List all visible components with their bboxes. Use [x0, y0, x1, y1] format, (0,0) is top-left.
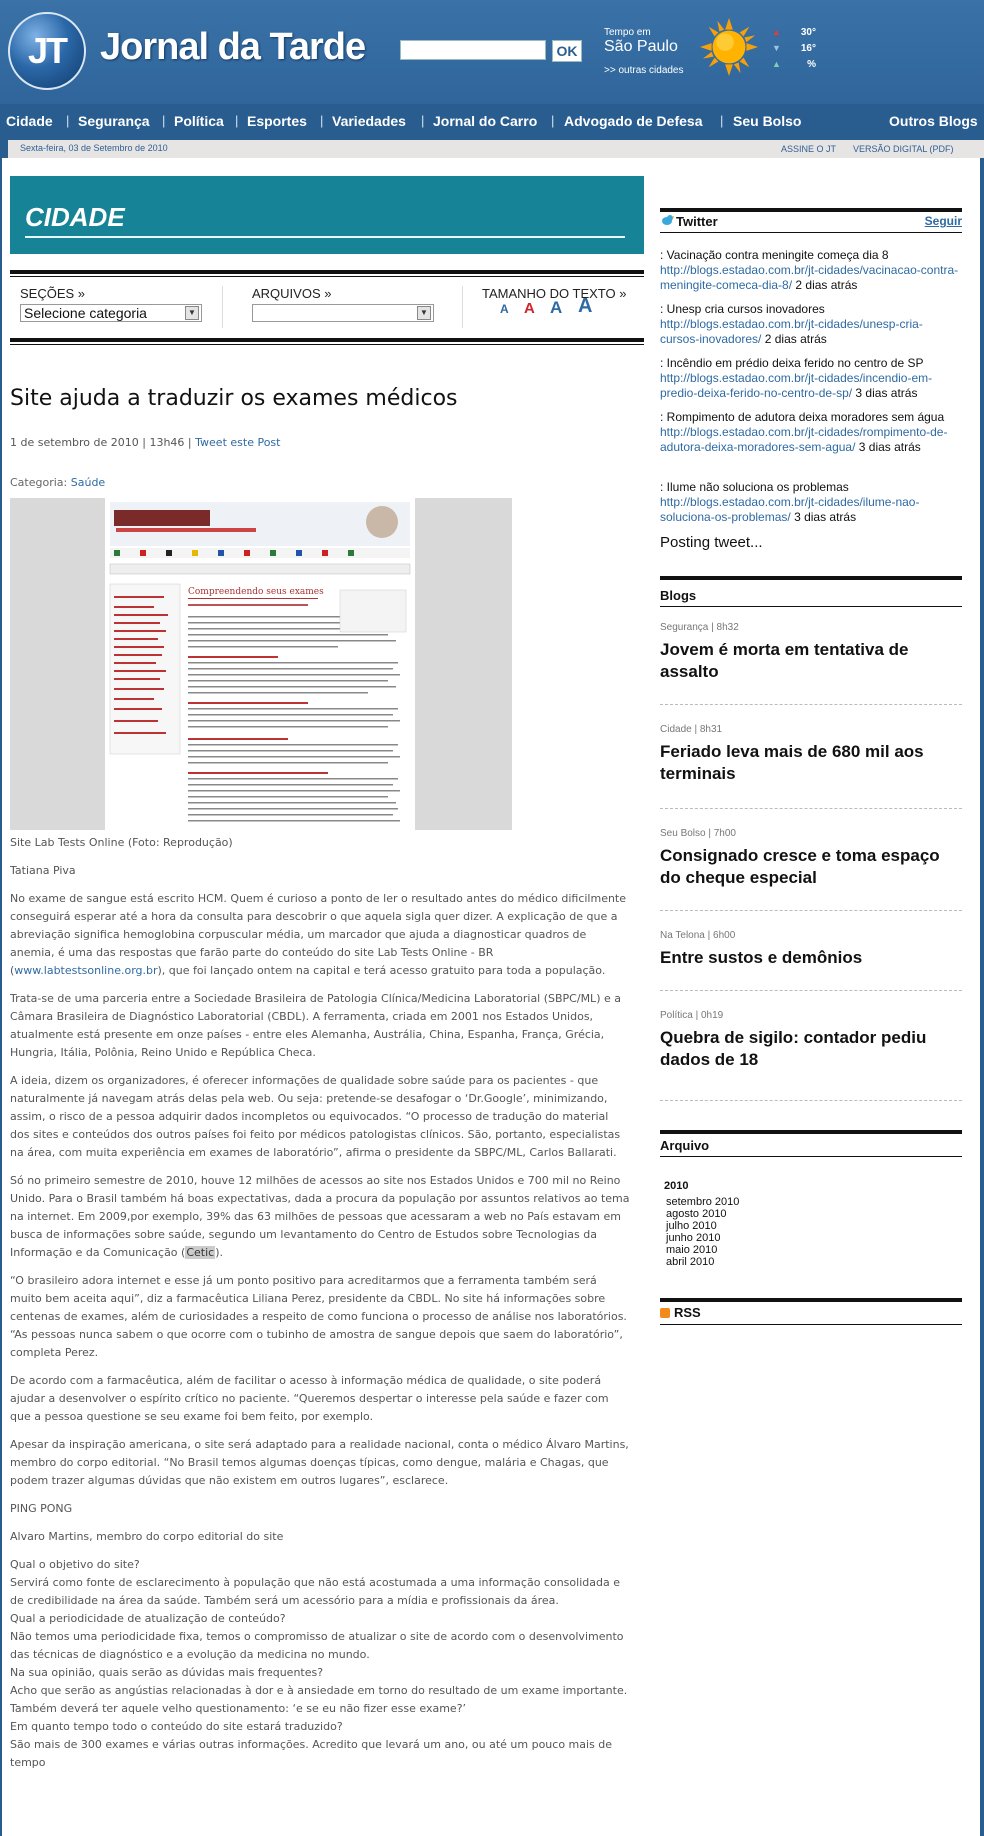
- svg-text:Compreendendo seus exames: Compreendendo seus exames: [188, 587, 324, 597]
- section-title: CIDADE: [25, 202, 125, 232]
- article-image: [10, 498, 512, 830]
- banner-divider: [25, 236, 625, 238]
- divider: [660, 910, 962, 911]
- image-caption: Site Lab Tests Online (Foto: Reprodução): [10, 836, 233, 849]
- arquivo-title: Arquivo: [660, 1138, 710, 1153]
- tweet-link[interactable]: http://blogs.estadao.com.br/jt-cidades/incendio-em-predio-deixa-ferido-no-centro-de-sp/: [660, 371, 933, 400]
- divider: [660, 576, 962, 580]
- paragraph: No exame de sangue está escrito HCM. Quem é curioso a ponto de ler o resultado antes do médico dificilmente conseguirá esperar até a hora da consulta para descobrir o que aquela sigla quer dizer. A explicação de que a abreviação significa hemoglobina corpuscular média, um marcador que ajuda a diagnosticar quadros de anemia, é uma das respostas que farão parte do conteúdo do site Lab Tests Online - BR (www.labtestsonline.org.br), que foi lançado ontem na capital e terá acesso gratuito para toda a população.: [10, 892, 627, 977]
- paragraph: “O brasileiro adora internet e esse já um ponto positivo para acreditarmos que a ferramenta também será muito bem aceita aqui”, diz a farmacêutica Liliana Perez, presidente da CBDL. No site há informações sobre centenas de exames, além de curiosidades a respeito de como funciona o processo de análise nos laboratórios. “As pessoas nunca sabem o que ocorre com o tubinho de amostra de sangue depois que saem do laboratório”, completa Perez.: [10, 1274, 627, 1359]
- ping-pong-heading: PING PONG: [10, 1502, 73, 1515]
- answer: Servirá como fonte de esclarecimento à população que não está acostumada a uma informação consolidada e de credibilidade na área da saúde. Também será um acessório para a mídia e profissionais da área.: [10, 1576, 620, 1607]
- question: Em quanto tempo todo o conteúdo do site estará traduzido?: [10, 1720, 343, 1733]
- paragraph: De acordo com a farmacêutica, além de facilitar o acesso à informação médica de qualidade, o site poderá ajudar a desenvolver o espírito crítico no paciente. “Queremos despertar o interesse pela saúde e fazer com que a pessoa questione se seu exame foi bem feito, por exemplo.: [10, 1374, 609, 1423]
- blog-meta: Cidade | 8h31: [660, 724, 723, 735]
- arquivos-label: ARQUIVOS »: [252, 286, 332, 301]
- question: Qual o objetivo do site?: [10, 1558, 140, 1571]
- paragraph: A ideia, dizem os organizadores, é oferecer informações de qualidade sobre saúde para os pacientes - que naturalmente já navegam atrás delas pela web. Ou seja: pretende-se desafogar o ‘Dr.Google’, minimizando, assim, o risco de a pessoa adquirir dados incompletos ou equivocados. “O processo de tradução do material dos sites e conteúdos dos outros países foi feito por médicos patologistas clínicos. São, portanto, especialistas na área, com muita experiência em exames de laboratório”, afirma o presidente da SBPC/ML, Carlos Ballarati.: [10, 1074, 621, 1159]
- text-size-large-button[interactable]: A: [550, 298, 563, 317]
- blog-headline[interactable]: Quebra de sigilo: contador pediu dados de 18: [660, 1028, 927, 1069]
- weather-label: Tempo em: [604, 27, 651, 38]
- article-category: Categoria: Saúde: [10, 476, 106, 489]
- main-nav: Cidade | Segurança | Política | Esportes | Variedades | Jornal do Carro | Advogado de Defesa | Seu Bolso Outros Blogs: [6, 113, 978, 129]
- archive-month-link[interactable]: junho 2010: [666, 1232, 721, 1244]
- blog-item[interactable]: [660, 930, 962, 969]
- labtests-link[interactable]: www.labtestsonline.org.br: [14, 964, 158, 977]
- divider: [660, 1130, 962, 1134]
- arrow-down-icon: ▼: [772, 43, 781, 53]
- tweet-link[interactable]: http://blogs.estadao.com.br/jt-cidades/ilume-nao-soluciona-os-problemas/: [660, 495, 920, 524]
- chevron-down-icon[interactable]: ▼: [417, 306, 431, 320]
- nav-item-advogado-de-defesa[interactable]: Advogado de Defesa: [564, 113, 703, 129]
- tweet-item: : Unesp cria cursos inovadores http://blogs.estadao.com.br/jt-cidades/unesp-cria-cursos-inovadores/ 2 dias atrás: [660, 302, 923, 346]
- divider: [222, 286, 223, 328]
- divider: [10, 276, 644, 277]
- article-author: Tatiana Piva: [10, 864, 76, 877]
- nav-item-esportes[interactable]: Esportes: [247, 113, 307, 129]
- current-date: Sexta-feira, 03 de Setembro de 2010: [20, 143, 168, 153]
- tweet-post-link[interactable]: Tweet este Post: [195, 436, 281, 449]
- blog-meta: Na Telona | 6h00: [660, 930, 736, 941]
- nav-item-variedades[interactable]: Variedades: [332, 113, 406, 129]
- tweet-item: : Vacinação contra meningite começa dia 8 http://blogs.estadao.com.br/jt-cidades/vacinacao-contra-meningite-comeca-dia-8/ 2 dias atrás: [660, 248, 959, 292]
- tweet-link[interactable]: http://blogs.estadao.com.br/jt-cidades/vacinacao-contra-meningite-comeca-dia-8/: [660, 263, 959, 292]
- posting-status: Posting tweet...: [660, 534, 763, 551]
- archive-year: 2010: [664, 1180, 689, 1192]
- section-banner: [10, 176, 644, 254]
- archive-month-link[interactable]: agosto 2010: [666, 1208, 727, 1220]
- divider: [660, 1324, 962, 1325]
- search-input[interactable]: [400, 40, 546, 60]
- article-title: Site ajuda a traduzir os exames médicos: [10, 386, 458, 411]
- twitter-title: Twitter: [676, 214, 718, 229]
- blog-item[interactable]: [660, 1010, 962, 1071]
- answer: Acho que serão as angústias relacionadas à dor e à ansiedade em torno do resultado de um exame importante. Também deverá ter aquele velho questionamento: ‘e se eu não fizer esse exame?’: [10, 1684, 628, 1715]
- nav-item-outros-blogs[interactable]: Outros Blogs: [889, 113, 978, 129]
- nav-item-jornal-do-carro[interactable]: Jornal do Carro: [433, 113, 538, 129]
- nav-item-cidade[interactable]: Cidade: [6, 113, 53, 129]
- rss-link[interactable]: RSS: [674, 1305, 701, 1320]
- interviewee: Alvaro Martins, membro do corpo editorial do site: [10, 1530, 284, 1543]
- date-bar: [8, 140, 984, 158]
- temp-max: ▲ 30°: [772, 27, 816, 38]
- category-link[interactable]: Saúde: [70, 476, 106, 489]
- archive-month-link[interactable]: maio 2010: [666, 1244, 718, 1256]
- content-area: [2, 158, 980, 1836]
- humidity: ▲ %: [772, 59, 816, 70]
- blog-meta: Política | 0h19: [660, 1010, 724, 1021]
- secoes-select[interactable]: [20, 304, 202, 322]
- search-ok-button[interactable]: OK: [552, 40, 582, 62]
- subscribe-link[interactable]: ASSINE O JT: [781, 144, 837, 154]
- paragraph: Trata-se de uma parceria entre a Sociedade Brasileira de Patologia Clínica/Medicina Laboratorial (SBPC/ML) e a Câmara Brasileira de Diagnóstico Laboratorial (CBDL). A ferramenta, criada em 2001 nos Estados Unidos, atualmente está presente em onze países - entre eles Alemanha, Austrália, China, Espanha, França, Grécia, Hungria, Itália, Polônia, Reino Unido e República Checa.: [10, 992, 621, 1059]
- nav-item-politica[interactable]: Política: [174, 113, 224, 129]
- tweet-link[interactable]: http://blogs.estadao.com.br/jt-cidades/rompimento-de-adutora-deixa-moradores-sem-agua/: [660, 425, 948, 454]
- divider: [660, 1100, 962, 1101]
- text-size-label: TAMANHO DO TEXTO »: [482, 286, 627, 301]
- nav-item-seguranca[interactable]: Segurança: [78, 113, 150, 129]
- divider: [660, 808, 962, 809]
- archive-month-link[interactable]: julho 2010: [666, 1220, 717, 1232]
- chevron-down-icon[interactable]: ▼: [185, 306, 199, 320]
- article-body: [10, 890, 630, 1772]
- text-size-small-button[interactable]: A: [500, 302, 509, 316]
- interview: [10, 1556, 630, 1772]
- weather-city: São Paulo: [604, 38, 678, 55]
- text-size-medium-button[interactable]: A: [524, 300, 535, 317]
- blog-meta: Seu Bolso | 7h00: [660, 828, 736, 839]
- divider: [660, 704, 962, 705]
- site-header: [0, 0, 984, 104]
- arrow-up-icon: ▲: [772, 27, 781, 37]
- divider: [660, 232, 962, 233]
- question: Na sua opinião, quais serão as dúvidas mais frequentes?: [10, 1666, 324, 1679]
- blogs-title: Blogs: [660, 588, 697, 603]
- blog-item[interactable]: [660, 828, 962, 889]
- tweet-item: : Incêndio em prédio deixa ferido no centro de SP http://blogs.estadao.com.br/jt-cidades/incendio-em-predio-deixa-ferido-no-centro-de-sp/ 3 dias atrás: [660, 356, 933, 400]
- temp-min: ▼ 16°: [772, 43, 816, 54]
- blog-item[interactable]: [660, 724, 962, 785]
- highlighted-text: Cetic: [186, 1246, 215, 1259]
- divider: [10, 344, 644, 345]
- tweet-link[interactable]: http://blogs.estadao.com.br/jt-cidades/unesp-cria-cursos-inovadores/: [660, 317, 923, 346]
- sun-icon: [700, 18, 758, 76]
- divider: [462, 286, 463, 328]
- archive-month-link[interactable]: abril 2010: [666, 1256, 715, 1268]
- divider: [10, 270, 644, 274]
- divider: [660, 606, 962, 607]
- digital-version-link[interactable]: VERSÃO DIGITAL (PDF): [853, 144, 954, 154]
- arquivos-select[interactable]: [252, 304, 434, 322]
- text-size-xlarge-button[interactable]: A: [578, 295, 593, 317]
- follow-link[interactable]: Seguir: [924, 214, 962, 228]
- secoes-selected-value: Selecione categoria: [24, 305, 147, 321]
- article-meta: [10, 436, 280, 449]
- nav-item-seu-bolso[interactable]: Seu Bolso: [733, 113, 802, 129]
- twitter-bird-icon: [660, 213, 674, 227]
- divider: [660, 1156, 962, 1157]
- drop-icon: ▲: [772, 59, 781, 69]
- blog-headline[interactable]: Entre sustos e demônios: [660, 948, 863, 967]
- divider: [660, 990, 962, 991]
- tweet-item: : Rompimento de adutora deixa moradores sem água http://blogs.estadao.com.br/jt-cidades/rompimento-de-adutora-deixa-moradores-sem-agua/ 3 dias atrás: [660, 410, 948, 454]
- paragraph: Apesar da inspiração americana, o site será adaptado para a realidade nacional, conta o médico Álvaro Martins, membro do corpo editorial. “No Brasil temos algumas doenças típicas, como dengue, malária e Chagas, que podem trazer algumas dúvidas que não existem em outros lugares”, esclarece.: [10, 1438, 629, 1487]
- site-logo-text[interactable]: Jornal da Tarde: [100, 26, 366, 68]
- rss-icon[interactable]: [660, 1308, 670, 1318]
- archive-month-link[interactable]: setembro 2010: [666, 1196, 740, 1208]
- weather-other-cities-link[interactable]: >> outras cidades: [604, 65, 684, 76]
- tweet-item: : Ilume não soluciona os problemas http://blogs.estadao.com.br/jt-cidades/ilume-nao-soluciona-os-problemas/ 3 dias atrás: [660, 480, 920, 524]
- blog-meta: Segurança | 8h32: [660, 622, 739, 633]
- divider: [10, 338, 644, 342]
- answer: Não temos uma periodicidade fixa, temos o compromisso de atualizar o site de acordo com o desenvolvimento das técnicas de diagnóstico e a evolução da medicina no mundo.: [10, 1630, 624, 1661]
- article-date: 1 de setembro de 2010 | 13h46 |: [10, 436, 196, 449]
- divider: [660, 1298, 962, 1302]
- question: Qual a periodicidade de atualização de conteúdo?: [10, 1612, 286, 1625]
- blog-item[interactable]: [660, 622, 962, 683]
- blog-headline[interactable]: Jovem é morta em tentativa de assalto: [660, 640, 909, 681]
- paragraph: Só no primeiro semestre de 2010, houve 12 milhões de acessos ao site nos Estados Unidos e 700 mil no Reino Unido. Para o Brasil também há boas expectativas, dada a procura da população por assuntos relativos ao tema na internet. Em 2009,por exemplo, 39% das 63 milhões de pessoas que acessaram a web no País estavam em busca de informações sobre saúde, segundo um levantamento do Centro de Estudos sobre Tecnologias da Informação e da Comunicação (Cetic).: [10, 1174, 630, 1259]
- blog-headline[interactable]: Feriado leva mais de 680 mil aos terminais: [660, 742, 924, 783]
- logo-icon[interactable]: JT: [8, 12, 86, 90]
- answer: São mais de 300 exames e várias outras informações. Acredito que levará um ano, ou até um pouco mais de tempo: [10, 1738, 613, 1769]
- blog-headline[interactable]: Consignado cresce e toma espaço do cheque especial: [660, 846, 940, 887]
- divider: [660, 208, 962, 212]
- secoes-label: SEÇÕES »: [20, 286, 86, 301]
- lab-tests-online-screenshot: [10, 498, 512, 830]
